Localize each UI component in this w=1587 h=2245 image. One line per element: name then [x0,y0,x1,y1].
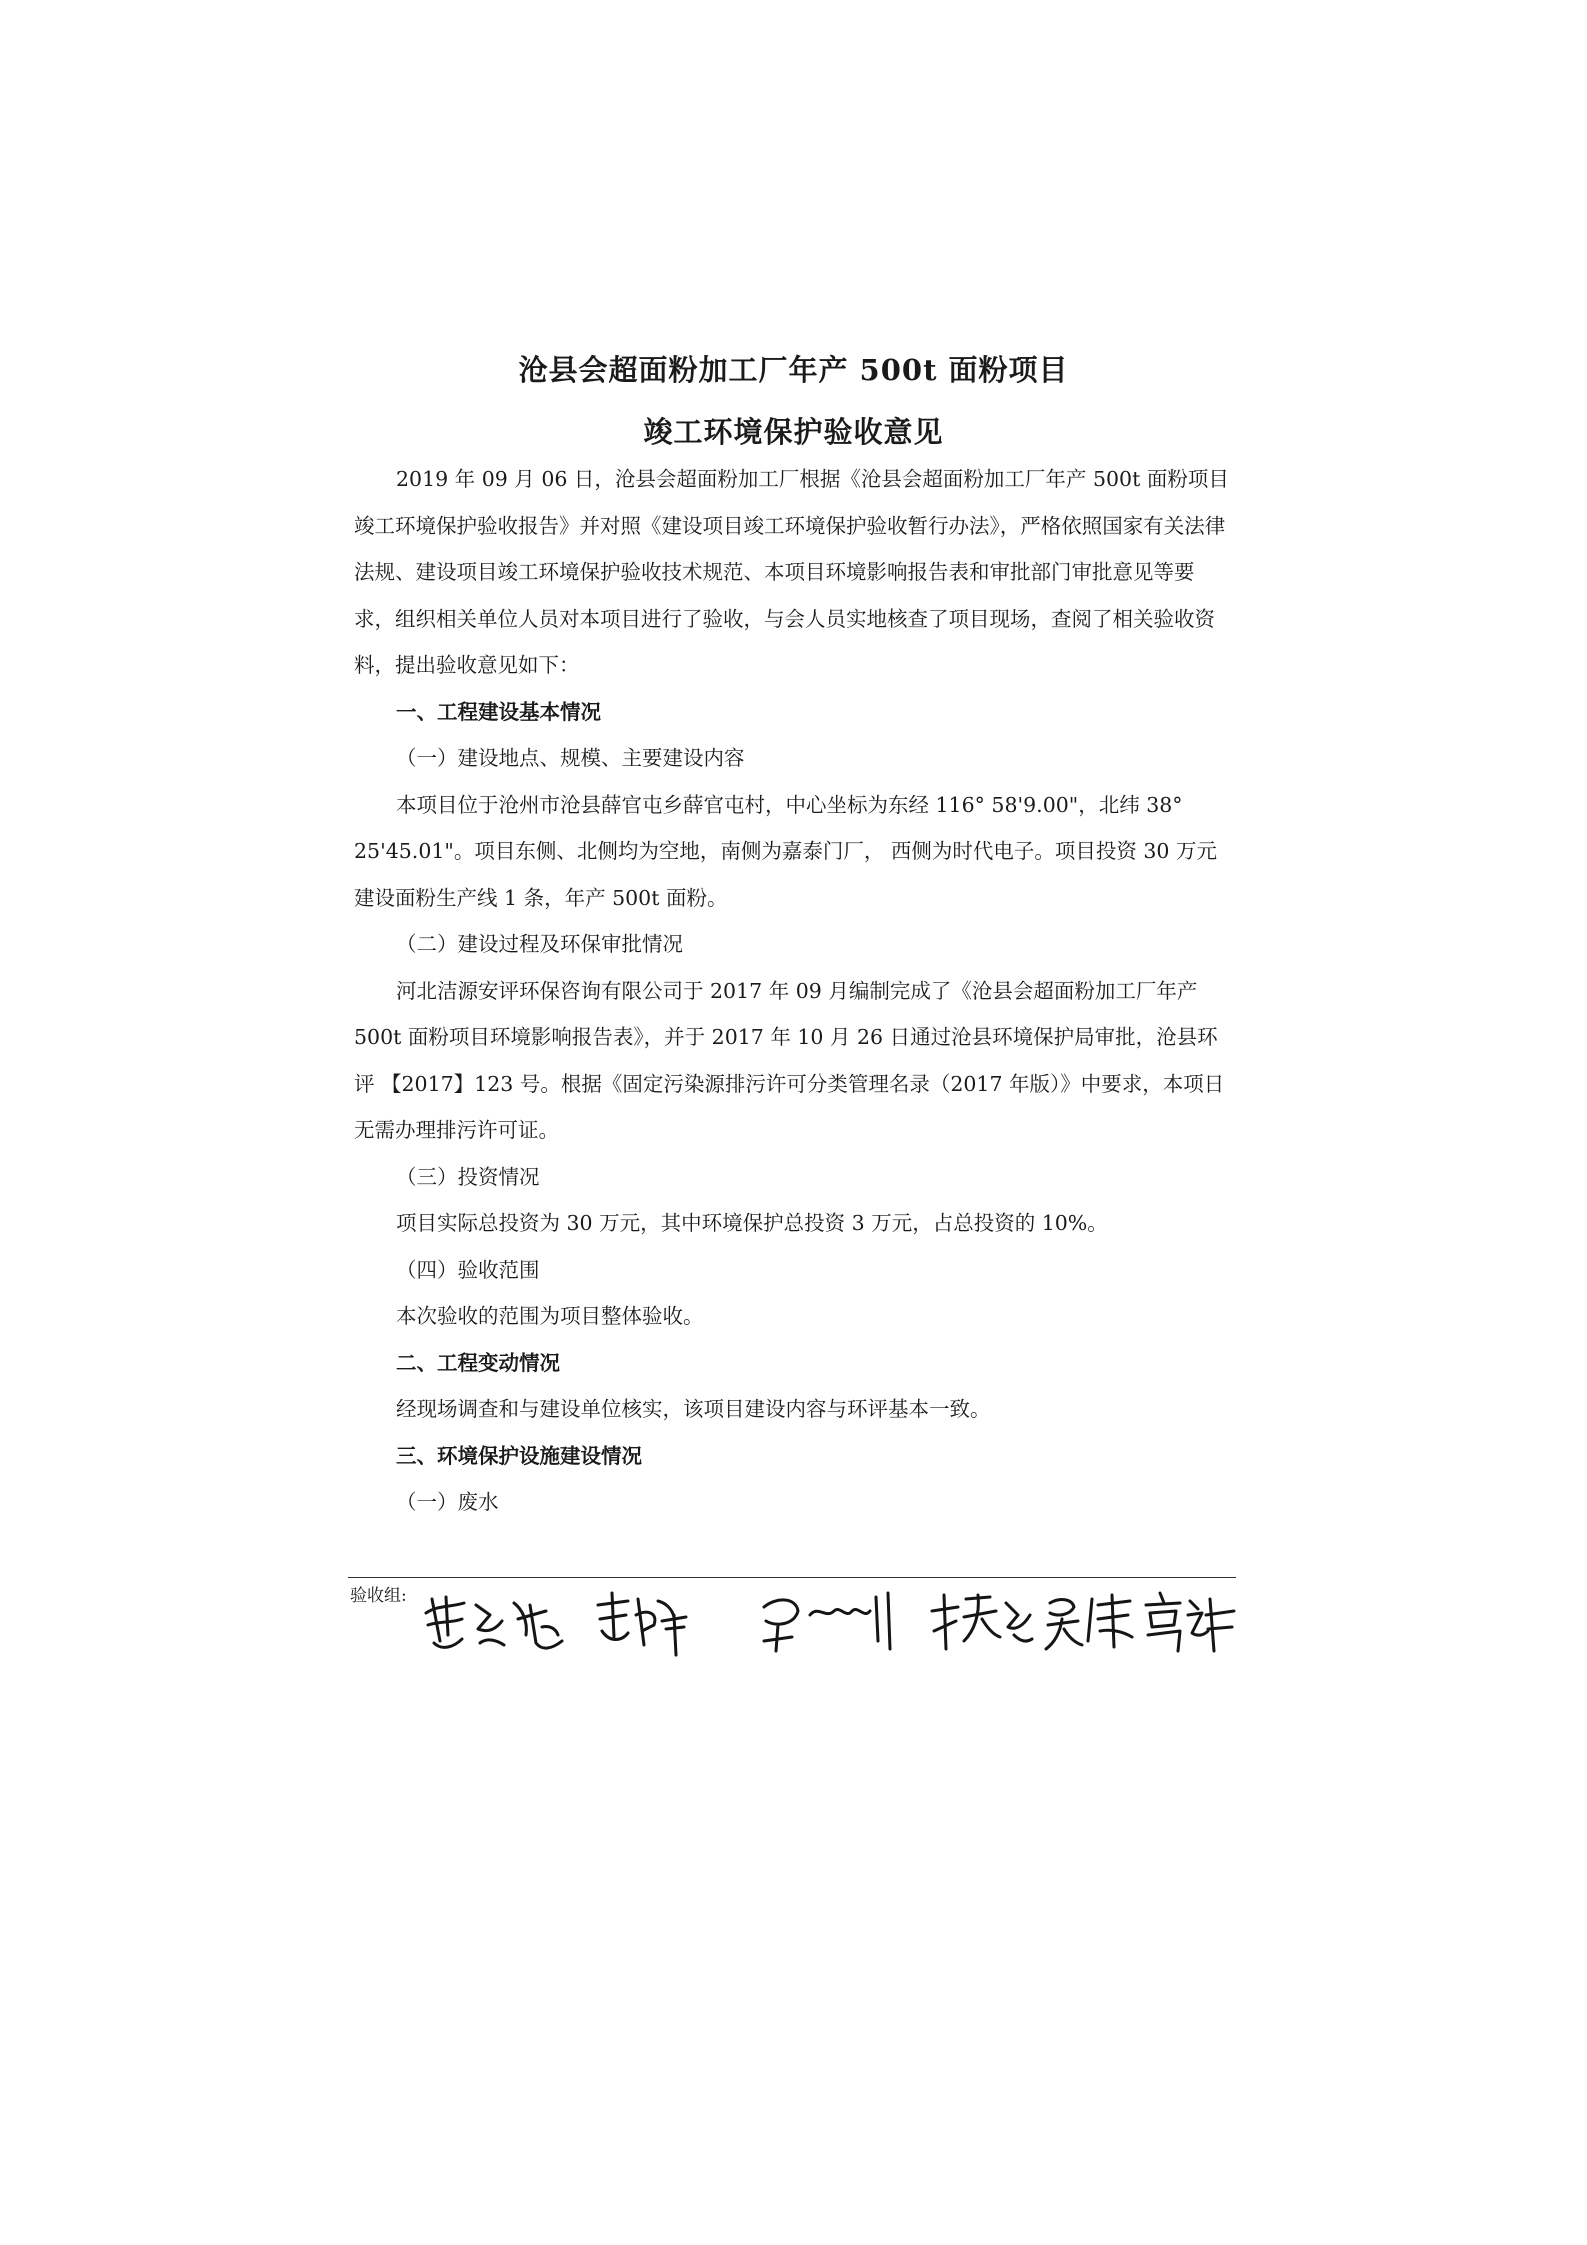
section2-heading: 二、工程变动情况 [396,1350,560,1375]
document-body [354,456,1234,1526]
section1-sub2-heading: （二）建设过程及环保审批情况 [396,932,683,956]
section1-sub3-heading: （三）投资情况 [396,1164,540,1189]
document-title-line2: 竣工环境保护验收意见 [643,415,944,449]
section1-sub1-heading: （一）建设地点、规模、主要建设内容 [396,746,745,770]
signature-divider [348,1577,1236,1578]
section3-sub1-heading: （一）废水 [396,1490,499,1514]
section2-paragraph: 经现场调查和与建设单位核实，该项目建设内容与环评基本一致。 [396,1397,991,1421]
section1-sub2-paragraph: 河北洁源安评环保咨询有限公司于 2017 年 09 月编制完成了《沧县会超面粉加工厂年产 500t 面粉项目环境影响报告表》，并于 2017 年 10 月 26 日通过沧县环境保护局审批，沧县环评 【2017】123 号。根据《固定污染源排污许可分类管理名录（2017 年版）》中要求，本项日无需办理排污许可证。 [354,978,1225,1142]
signature-6 [1140,1585,1240,1665]
section1-sub4-heading: （四）验收范围 [396,1257,540,1282]
section3-heading: 三、环境保护设施建设情况 [396,1443,642,1468]
signature-5 [1040,1585,1140,1665]
intro-paragraph: 2019 年 09 月 06 日，沧县会超面粉加工厂根据《沧县会超面粉加工厂年产 500t 面粉项目竣工环境保护验收报告》并对照《建设项目竣工环境保护验收暂行办法》，严格依照国家有关法律法规、建设项目竣工环境保护验收技术规范、本项目环境影响报告表和审批部门审批意见等要求，组织相关单位人员对本项目进行了验收，与会人员实地核查了项目现场，查阅了相关验收资料，提出验收意见如下： [354,467,1229,677]
signature-2 [592,1585,692,1665]
signature-4 [926,1585,1036,1665]
section1-heading: 一、工程建设基本情况 [396,699,601,724]
section1-sub3-paragraph: 项目实际总投资为 30 万元，其中环境保护总投资 3 万元，占总投资的 10%。 [396,1211,1108,1235]
signature-1 [418,1585,568,1665]
signature-3 [756,1585,906,1665]
signature-label: 验收组: [350,1586,407,1606]
document-title-line1: 沧县会超面粉加工厂年产 500t 面粉项目 [518,353,1069,387]
section1-sub1-paragraph: 本项目位于沧州市沧县薛官屯乡薛官屯村，中心坐标为东经 116° 58'9.00"，北纬 38° 25'45.01"。项目东侧、北侧均为空地，南侧为嘉泰门厂， 西侧为时代电子。项目投资 30 万元建设面粉生产线 1 条，年产 500t 面粉。 [354,792,1217,910]
section1-sub4-paragraph: 本次验收的范围为项目整体验收。 [396,1304,704,1328]
